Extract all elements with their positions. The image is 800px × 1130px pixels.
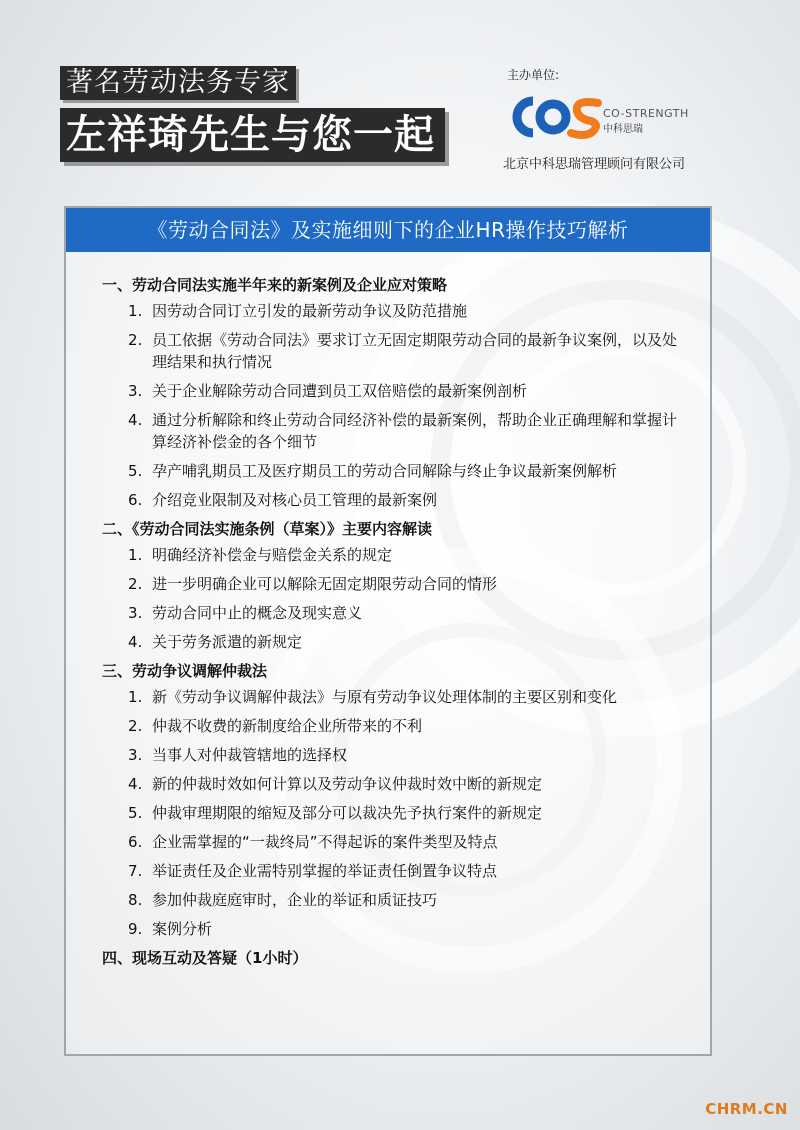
agenda-item — [66, 300, 710, 322]
agenda-item-number: 4. — [128, 633, 143, 651]
agenda-sections — [66, 252, 710, 969]
agenda-item-number: 3. — [128, 746, 143, 764]
agenda-panel — [64, 206, 712, 1056]
agenda-item-number: 4. — [128, 775, 143, 793]
sponsor-block — [503, 66, 763, 172]
company-name: 北京中科思瑞管理顾问有限公司 — [503, 157, 686, 172]
cos-logo-icon — [503, 89, 603, 145]
agenda-item-text: 关于企业解除劳动合同遭到员工双倍赔偿的最新案例剖析 — [152, 382, 528, 400]
agenda-item — [66, 918, 710, 940]
agenda-item-text: 关于劳务派遣的新规定 — [152, 633, 303, 651]
section-heading: 二、《劳动合同法实施条例（草案）》主要内容解读 — [102, 520, 433, 538]
agenda-title: 《劳动合同法》及实施细则下的企业HR操作技巧解析 — [66, 208, 710, 252]
agenda-item-number: 7. — [128, 862, 143, 880]
agenda-item-text: 仲裁审理期限的缩短及部分可以裁决先予执行案件的新规定 — [152, 804, 543, 822]
hero-headline: 左祥琦先生与您一起 — [60, 108, 445, 162]
agenda-item-text: 仲裁不收费的新制度给企业所带来的不利 — [152, 717, 423, 735]
agenda-item-number: 5. — [128, 462, 143, 480]
hero-title — [60, 66, 445, 162]
agenda-item-text: 参加仲裁庭庭审时，企业的举证和质证技巧 — [152, 891, 438, 909]
agenda-item-text: 企业需掌握的“一裁终局”不得起诉的案件类型及特点 — [152, 833, 498, 851]
agenda-item — [66, 489, 710, 511]
agenda-item-number: 2. — [128, 331, 143, 349]
agenda-item-text: 新的仲裁时效如何计算以及劳动争议仲裁时效中断的新规定 — [152, 775, 543, 793]
agenda-item — [66, 544, 710, 566]
agenda-item — [66, 773, 710, 795]
agenda-item-text: 介绍竞业限制及对核心员工管理的最新案例 — [152, 491, 438, 509]
agenda-item-number: 9. — [128, 920, 143, 938]
agenda-item-number: 2. — [128, 575, 143, 593]
agenda-item-text: 新《劳动争议调解仲裁法》与原有劳动争议处理体制的主要区别和变化 — [152, 688, 618, 706]
agenda-item-number: 4. — [128, 411, 143, 429]
agenda-item-number: 3. — [128, 604, 143, 622]
watermark: CHRM.CN — [705, 1100, 788, 1118]
agenda-item — [66, 602, 710, 624]
agenda-item-text: 进一步明确企业可以解除无固定期限劳动合同的情形 — [152, 575, 498, 593]
agenda-item-number: 5. — [128, 804, 143, 822]
agenda-item-text: 孕产哺乳期员工及医疗期员工的劳动合同解除与终止争议最新案例解析 — [152, 462, 618, 480]
agenda-item — [66, 802, 710, 824]
agenda-item-number: 1. — [128, 688, 143, 706]
agenda-item — [66, 329, 710, 373]
agenda-item-text: 劳动合同中止的概念及现实意义 — [152, 604, 363, 622]
agenda-item-number: 1. — [128, 546, 143, 564]
agenda-item — [66, 715, 710, 737]
agenda-item — [66, 744, 710, 766]
sponsor-label: 主办单位: — [507, 68, 560, 82]
agenda-item — [66, 860, 710, 882]
agenda-item-text: 明确经济补偿金与赔偿金关系的规定 — [152, 546, 393, 564]
agenda-item-text: 当事人对仲裁管辖地的选择权 — [152, 746, 348, 764]
agenda-item-text: 案例分析 — [152, 920, 213, 938]
agenda-item-text: 员工依据《劳动合同法》要求订立无固定期限劳动合同的最新争议案例，以及处理结果和执行情况 — [152, 331, 678, 371]
section-heading: 四、现场互动及答疑（1小时） — [102, 949, 308, 967]
agenda-item-text: 因劳动合同订立引发的最新劳动争议及防范措施 — [152, 302, 468, 320]
agenda-item — [66, 831, 710, 853]
logo-text-english: CO-STRENGTH — [603, 107, 689, 120]
section-heading: 三、劳动争议调解仲裁法 — [102, 662, 268, 680]
agenda-item-number: 1. — [128, 302, 143, 320]
agenda-item-number: 2. — [128, 717, 143, 735]
agenda-item — [66, 686, 710, 708]
logo-text-chinese: 中科思瑞 — [603, 124, 643, 135]
agenda-item — [66, 409, 710, 453]
company-logo — [503, 89, 763, 145]
agenda-item — [66, 380, 710, 402]
agenda-item-text: 通过分析解除和终止劳动合同经济补偿的最新案例，帮助企业正确理解和掌握计算经济补偿金的各个细节 — [152, 411, 678, 451]
agenda-item-number: 6. — [128, 491, 143, 509]
agenda-item — [66, 460, 710, 482]
agenda-item — [66, 573, 710, 595]
hero-subtitle: 著名劳动法务专家 — [60, 66, 296, 100]
section-heading: 一、劳动合同法实施半年来的新案例及企业应对策略 — [102, 276, 448, 294]
agenda-item — [66, 631, 710, 653]
agenda-item-number: 6. — [128, 833, 143, 851]
agenda-item — [66, 889, 710, 911]
agenda-item-number: 8. — [128, 891, 143, 909]
agenda-item-number: 3. — [128, 382, 143, 400]
agenda-item-text: 举证责任及企业需特别掌握的举证责任倒置争议特点 — [152, 862, 498, 880]
